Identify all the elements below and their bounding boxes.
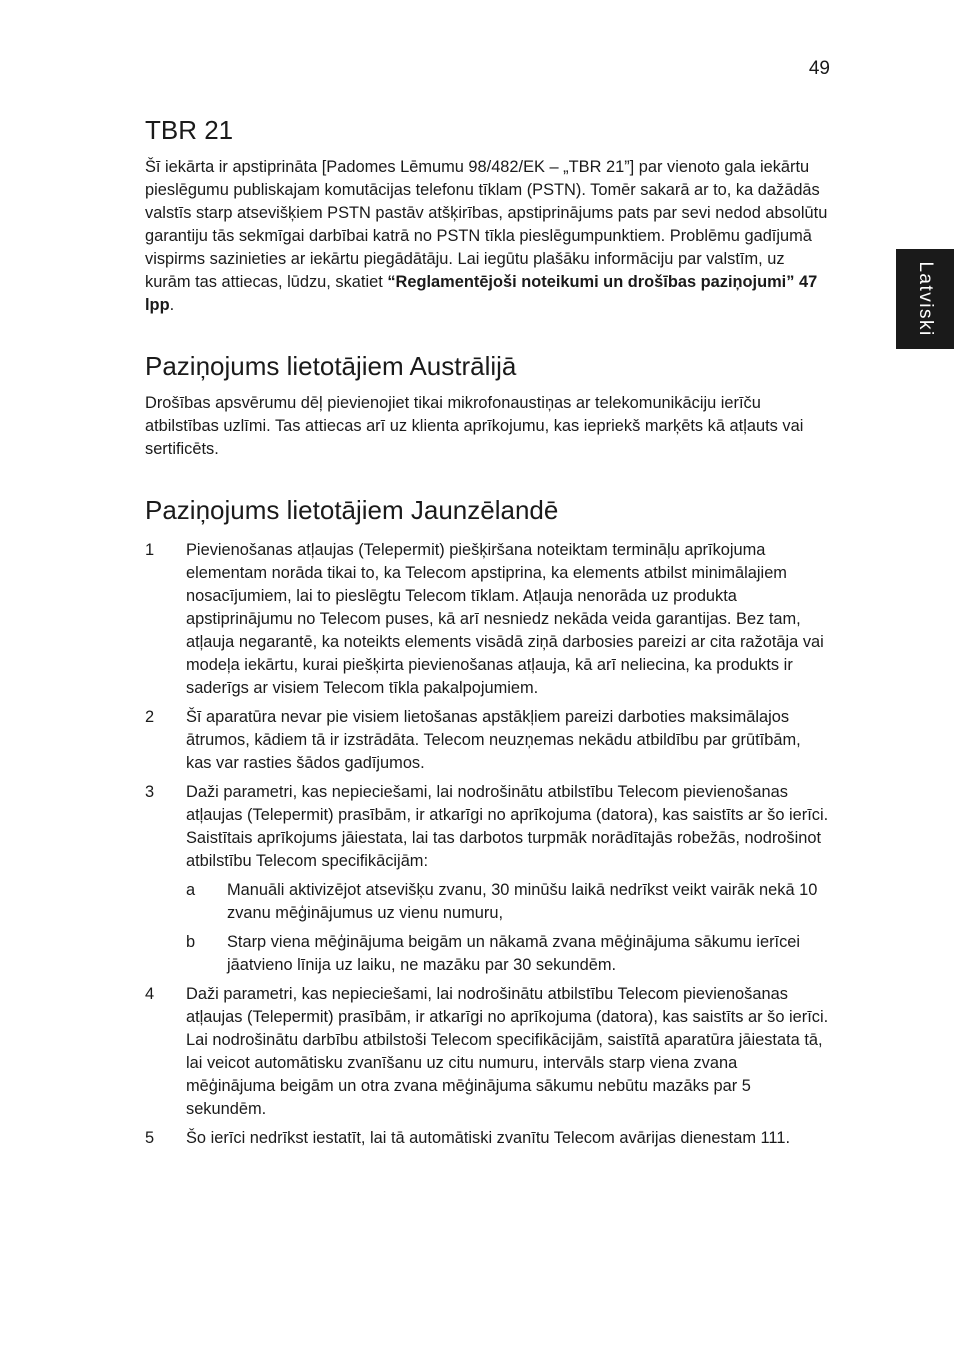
tbr21-text: Šī iekārta ir apstiprināta [Padomes Lēmumu 98/482/EK – „TBR 21”] par vienoto gala iekārtu pieslēgumu publiskajam komutācijas telefonu tīklam (PSTN). Tomēr sakarā ar to, ka dažādās valstīs starp atsevišķiem PSTN pastāv atšķirības, apstiprinājums pats par sevi nedod absolūtu garantiju tās sekmīgai darbībai katrā no PSTN tīkla pieslēgumpunktiem. Problēmu gadījumā vispirms sazinieties ar iekārtu piegādātāju. Lai iegūtu plašāku informāciju par valstīm, uz kurām tas attiecas, lūdzu, skatiet <box>145 158 828 292</box>
sub-list-item <box>186 879 830 925</box>
new-zealand-list <box>145 539 830 1150</box>
sub-list-item-letter: b <box>186 932 196 951</box>
sub-list <box>186 879 830 977</box>
list-item <box>145 781 830 977</box>
page-content <box>145 115 830 1156</box>
sub-list-item-text: Starp viena mēģinājuma beigām un nākamā zvana mēģinājuma sākumu ierīcei jāatvieno līnija uz laiku, ne mazāku par 30 sekundēm. <box>227 932 801 974</box>
list-item-number: 1 <box>145 540 155 559</box>
list-item-text: Pievienošanas atļaujas (Telepermit) piešķiršana noteiktam termināļu aprīkojuma elementam norāda tikai to, ka Telecom apstiprina, ka elements atbilst minimālajiem nosacījumiem, lai to pieslēgtu Telecom tīklam. Atļauja nenorāda uz produkta apstiprinājumu no Telecom puses, kā arī nesniedz nekāda veida garantijas. Bez tam, atļauja negarantē, ka noteikts elements visādā ziņā darbosies pareizi ar cita ražotāja vai modeļa iekārtu, kurai piešķirta pievienošanas atļauja, kā arī neliecina, ka produkts ir saderīgs ar visiem Telecom tīkla pakalpojumiem. <box>186 540 824 697</box>
list-item-number: 5 <box>145 1128 155 1147</box>
list-item-number: 2 <box>145 707 155 726</box>
section-title-new-zealand: Paziņojums lietotājiem Jaunzēlandē <box>145 495 559 526</box>
list-item <box>145 539 830 700</box>
language-tab <box>896 249 954 349</box>
list-item-text: Šo ierīci nedrīkst iestatīt, lai tā automātiski zvanītu Telecom avārijas dienestam 111. <box>186 1128 791 1147</box>
sub-list-item-text: Manuāli aktivizējot atsevišķu zvanu, 30 minūšu laikā nedrīkst veikt vairāk nekā 10 zvanu mēģinājumus uz vienu numuru, <box>227 880 818 922</box>
tbr21-period: . <box>169 296 175 315</box>
list-item <box>145 983 830 1121</box>
list-item <box>145 706 830 775</box>
tbr21-reference-link[interactable]: “Reglamentējoši noteikumi un drošības paziņojumi” 47 lpp <box>145 273 818 315</box>
list-item-text: Daži parametri, kas nepieciešami, lai nodrošinātu atbilstību Telecom pievienošanas atļaujas (Telepermit) prasībām, ir atkarīgi no aprīkojuma (datora), kas saistīts ar šo ierīci. Saistītais aprīkojums jāiestata, lai tas darbotos turpmāk norādītajās robežās, nodrošinot atbilstību Telecom specifikācijām: <box>186 782 829 870</box>
list-item-text: Šī aparatūra nevar pie visiem lietošanas apstākļiem pareizi darboties maksimālajos ātrumos, kādiem tā ir izstrādāta. Telecom neuzņemas nekādu atbildību par grūtībām, kas var rasties šādos gadījumos. <box>186 707 801 772</box>
list-item-number: 3 <box>145 782 155 801</box>
list-item <box>145 1127 830 1150</box>
sub-list-item-letter: a <box>186 880 196 899</box>
list-item-text: Daži parametri, kas nepieciešami, lai nodrošinātu atbilstību Telecom pievienošanas atļaujas (Telepermit) prasībām, ir atkarīgi no aprīkojuma (datora), kas saistīts ar šo ierīci. Lai nodrošinātu darbību atbilstoši Telecom specifikācijām, saistītā aparatūra jāiestata tā, lai veicot automātisku zvanīšanu uz citu numuru, intervāls starp viena zvana mēģinājuma beigām un otra zvana mēģinājuma sākumu nebūtu mazāks par 5 sekundēm. <box>186 984 829 1118</box>
sub-list-item <box>186 931 830 977</box>
list-item-number: 4 <box>145 984 155 1003</box>
tbr21-paragraph <box>145 156 830 317</box>
australia-paragraph: Drošības apsvērumu dēļ pievienojiet tikai mikrofonaustiņas ar telekomunikāciju ierīču atbilstības uzlīmi. Tas attiecas arī uz klienta aprīkojumu, kas iepriekš marķēts kā atļauts vai sertificēts. <box>145 394 804 459</box>
page-number: 49 <box>808 58 830 79</box>
language-tab-label: Latviski <box>915 261 936 337</box>
section-title-tbr21: TBR 21 <box>145 115 234 145</box>
section-title-australia: Paziņojums lietotājiem Austrālijā <box>145 351 517 382</box>
